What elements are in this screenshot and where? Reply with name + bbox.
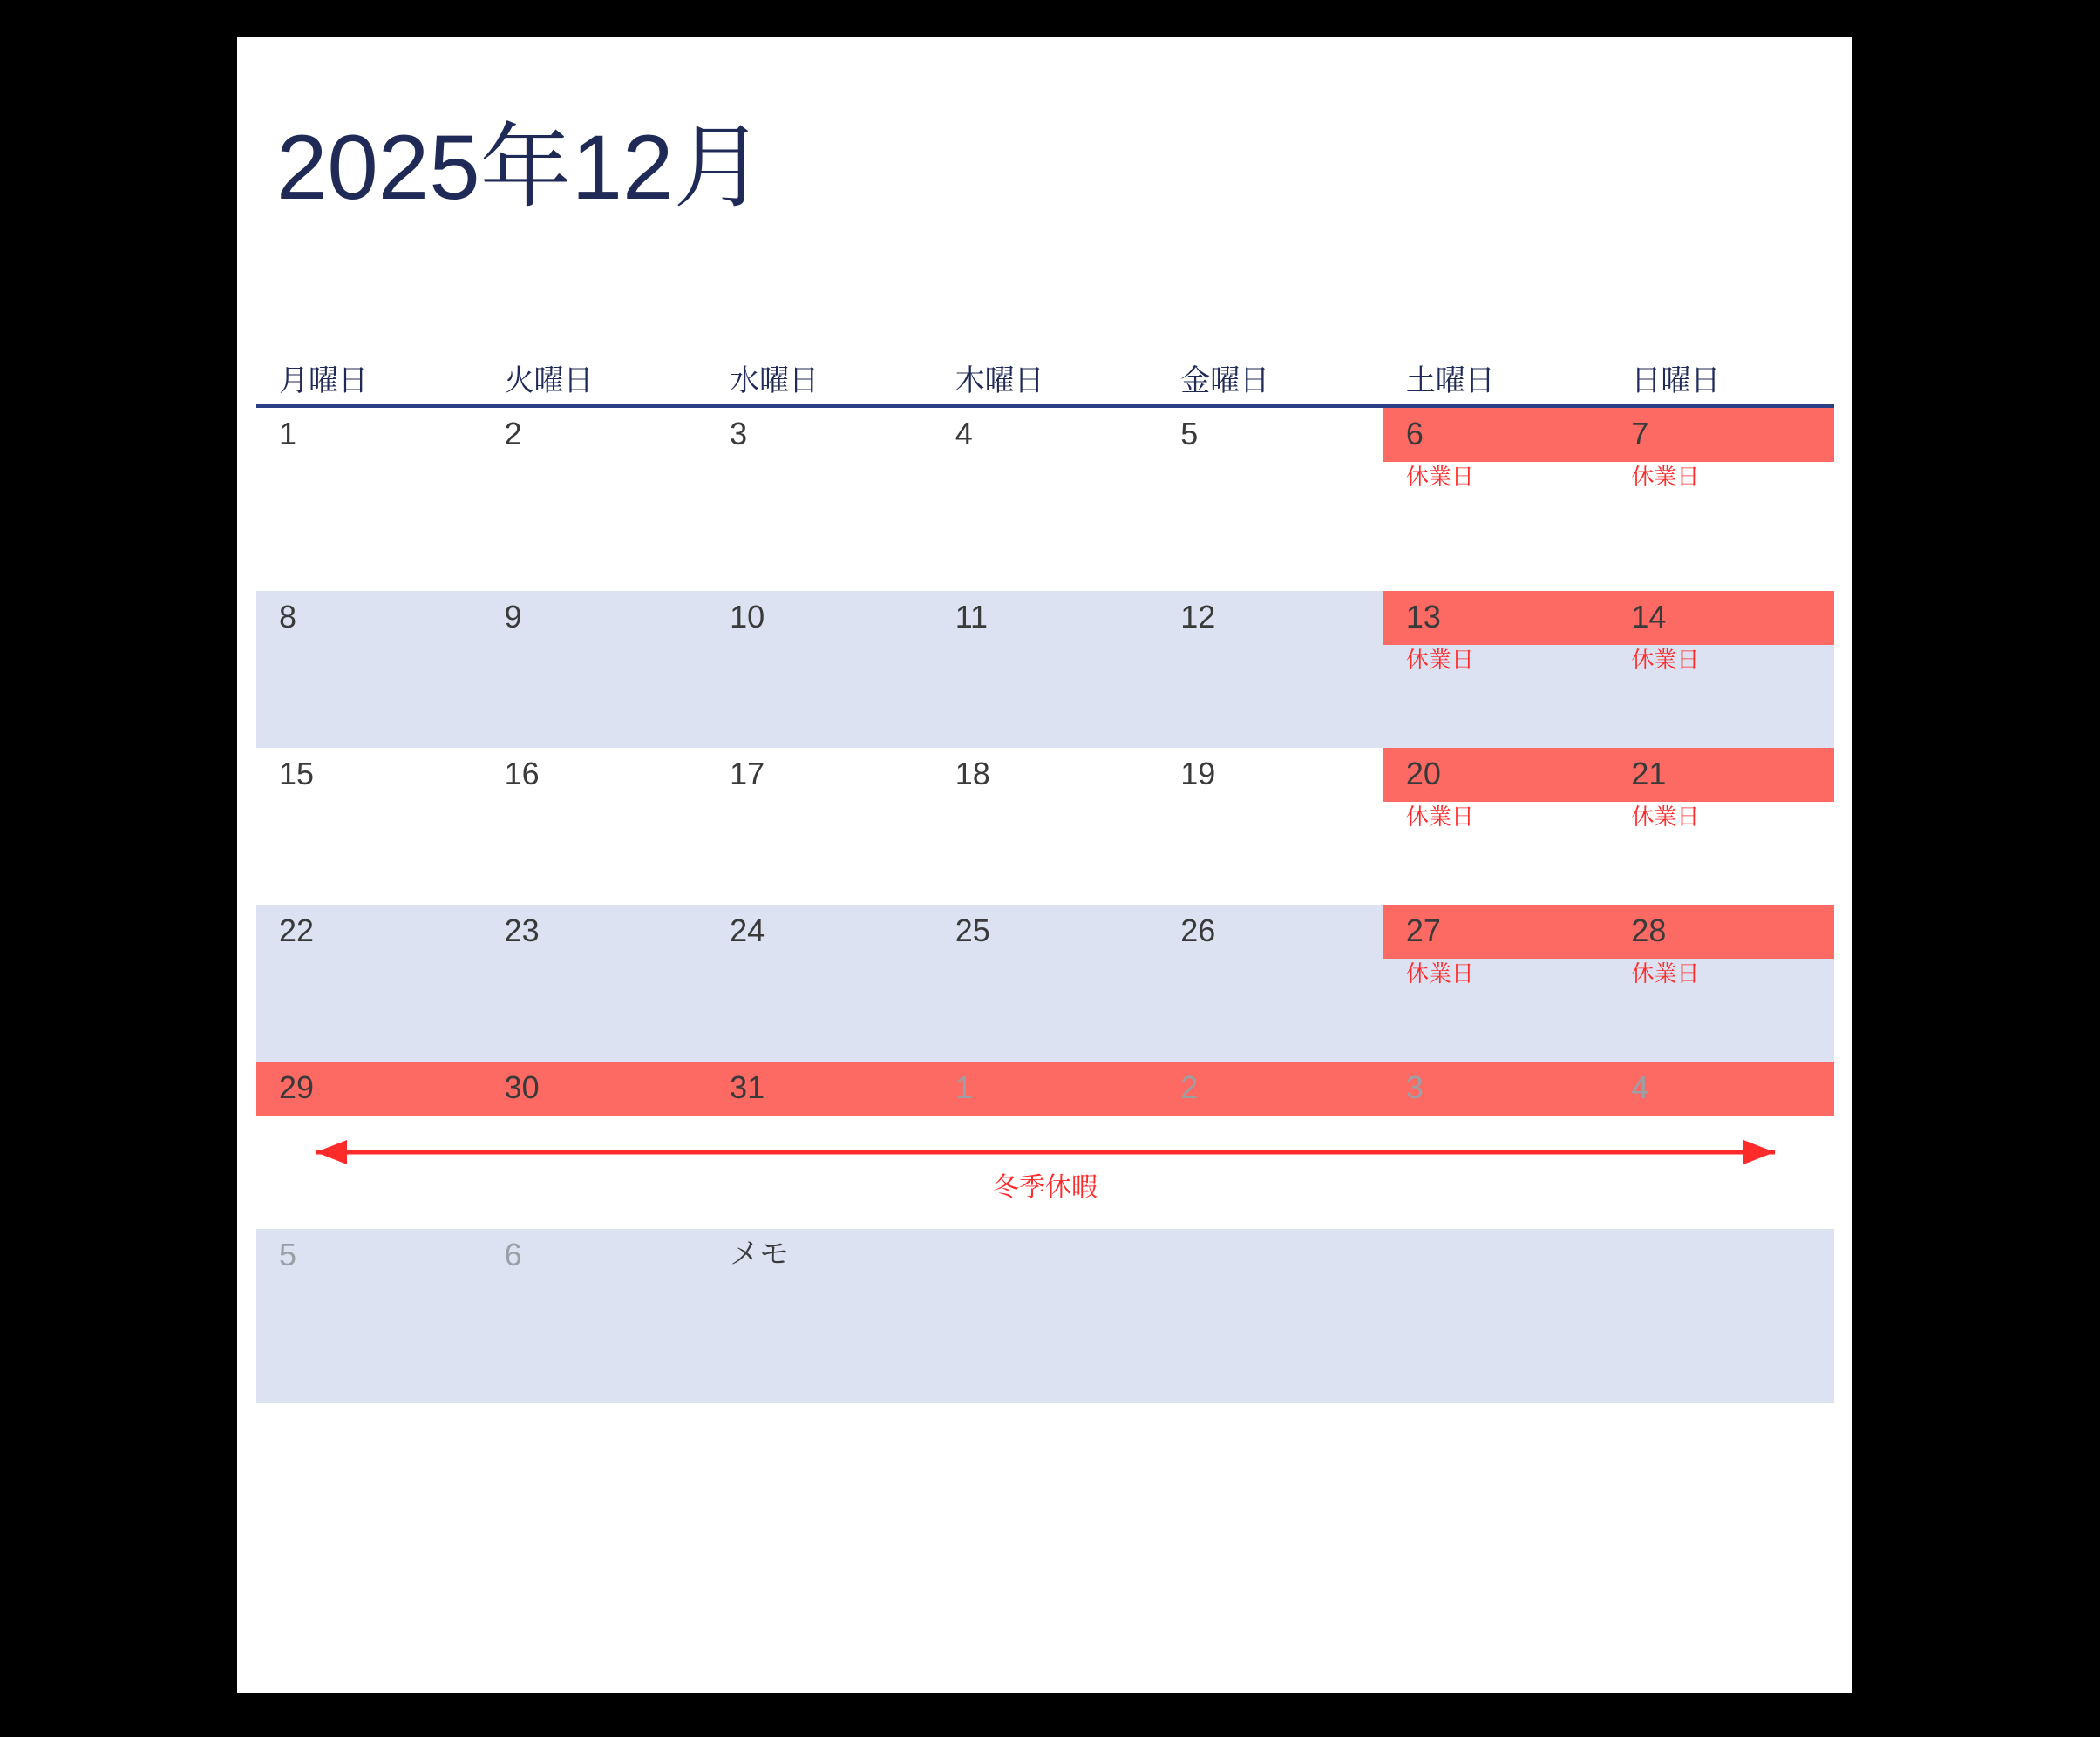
day-number: 11 — [955, 599, 989, 634]
calendar-day-cell[interactable] — [1158, 408, 1383, 591]
weekday-header-wednesday: 水曜日 — [730, 364, 819, 397]
calendar-day-cell[interactable] — [1383, 905, 1609, 1062]
day-number: 17 — [730, 756, 765, 791]
day-number: 4 — [1631, 1069, 1649, 1105]
calendar-day-cell[interactable] — [933, 591, 1159, 748]
vacation-annotation — [256, 1116, 1834, 1229]
day-number: 2 — [1180, 1069, 1199, 1105]
calendar-week-row — [256, 1062, 1834, 1116]
day-number: 3 — [1405, 1069, 1424, 1105]
calendar-day-cell[interactable] — [707, 748, 933, 905]
calendar-day-cell[interactable] — [707, 905, 933, 1062]
day-number: 21 — [1631, 756, 1667, 791]
calendar-week-row — [256, 905, 1834, 1062]
calendar-day-cell[interactable] — [1608, 905, 1834, 1062]
day-number: 16 — [504, 756, 540, 791]
calendar-day-cell[interactable] — [1158, 591, 1383, 748]
weekday-header-saturday: 土曜日 — [1405, 364, 1495, 397]
weekday-header-thursday: 木曜日 — [955, 364, 1044, 397]
day-number: 18 — [955, 756, 990, 791]
day-number: 20 — [1405, 756, 1441, 791]
double-arrow-icon — [291, 1135, 1799, 1170]
calendar-day-cell[interactable] — [1383, 748, 1609, 905]
day-event-label: 休業日 — [1631, 464, 1700, 490]
weekday-header-row — [256, 350, 1834, 404]
calendar-day-cell[interactable] — [707, 591, 933, 748]
calendar-day-cell[interactable] — [1383, 408, 1609, 591]
day-number: 6 — [504, 1237, 522, 1272]
calendar-day-cell[interactable] — [1608, 591, 1834, 748]
calendar-day-cell[interactable] — [933, 1229, 1159, 1403]
weekday-header-tuesday: 火曜日 — [504, 364, 594, 397]
calendar-day-cell[interactable] — [1608, 408, 1834, 591]
day-event-label: 休業日 — [1631, 804, 1700, 830]
calendar-day-cell[interactable] — [482, 905, 708, 1062]
calendar-memo-cell[interactable] — [707, 1229, 933, 1403]
calendar-day-cell[interactable] — [256, 748, 482, 905]
day-event-label: 休業日 — [1405, 804, 1474, 830]
day-number: 10 — [730, 599, 765, 634]
day-number: 25 — [955, 913, 990, 948]
day-number: 13 — [1405, 599, 1441, 634]
calendar-day-cell[interactable] — [1383, 591, 1609, 748]
day-number: 5 — [279, 1237, 297, 1272]
day-number: 5 — [1180, 416, 1199, 451]
calendar-day-cell[interactable] — [256, 408, 482, 591]
day-number: 26 — [1180, 913, 1216, 948]
day-number: 2 — [504, 416, 522, 451]
day-number: 28 — [1631, 913, 1667, 948]
calendar-day-cell[interactable] — [482, 1229, 708, 1403]
day-number: 14 — [1631, 599, 1667, 634]
day-event-label: 休業日 — [1631, 647, 1700, 673]
day-number: 27 — [1405, 913, 1441, 948]
weekday-header-friday: 金曜日 — [1180, 364, 1270, 397]
day-number: 1 — [955, 1069, 973, 1105]
calendar-day-cell[interactable] — [1158, 748, 1383, 905]
day-event-label: 休業日 — [1405, 464, 1474, 490]
memo-label: メモ — [730, 1238, 790, 1271]
day-number: 31 — [730, 1069, 765, 1105]
calendar-day-cell[interactable] — [933, 408, 1159, 591]
day-number: 30 — [504, 1069, 540, 1105]
day-number: 7 — [1631, 416, 1649, 451]
calendar-grid — [256, 350, 1834, 1403]
day-event-label: 休業日 — [1405, 960, 1474, 987]
day-number: 24 — [730, 913, 765, 948]
calendar-page — [237, 37, 1852, 1693]
calendar-week-row — [256, 591, 1834, 748]
calendar-week-row — [256, 1229, 1834, 1403]
calendar-day-cell[interactable] — [256, 1229, 482, 1403]
calendar-day-cell[interactable] — [707, 408, 933, 591]
calendar-day-cell[interactable] — [256, 591, 482, 748]
weekday-header-sunday: 日曜日 — [1631, 364, 1721, 397]
day-number: 15 — [279, 756, 315, 791]
calendar-day-cell[interactable] — [256, 905, 482, 1062]
day-number: 29 — [279, 1069, 315, 1105]
vacation-label: 冬季休暇 — [993, 1173, 1098, 1202]
calendar-day-cell[interactable] — [1158, 1229, 1383, 1403]
calendar-day-cell[interactable] — [482, 591, 708, 748]
day-number: 19 — [1180, 756, 1216, 791]
day-number: 1 — [279, 416, 297, 451]
day-event-label: 休業日 — [1405, 647, 1474, 673]
calendar-day-cell[interactable] — [1158, 905, 1383, 1062]
calendar-week-row — [256, 408, 1834, 591]
calendar-week-row — [256, 748, 1834, 905]
calendar-day-cell[interactable] — [482, 408, 708, 591]
day-number: 3 — [730, 416, 748, 451]
day-event-label: 休業日 — [1631, 960, 1700, 987]
weekday-header-monday: 月曜日 — [279, 364, 368, 397]
day-number: 23 — [504, 913, 540, 948]
calendar-day-cell[interactable] — [933, 748, 1159, 905]
calendar-day-cell[interactable] — [1383, 1229, 1609, 1403]
day-number: 12 — [1180, 599, 1216, 634]
day-number: 8 — [279, 599, 297, 634]
calendar-day-cell[interactable] — [482, 748, 708, 905]
calendar-day-cell[interactable] — [1608, 748, 1834, 905]
page-title: 2025年12月 — [276, 117, 765, 219]
calendar-day-cell[interactable] — [1608, 1229, 1834, 1403]
calendar-day-cell[interactable] — [933, 905, 1159, 1062]
day-number: 6 — [1405, 416, 1424, 451]
day-number: 4 — [955, 416, 973, 451]
day-number: 9 — [504, 599, 522, 634]
day-number: 22 — [279, 913, 315, 948]
